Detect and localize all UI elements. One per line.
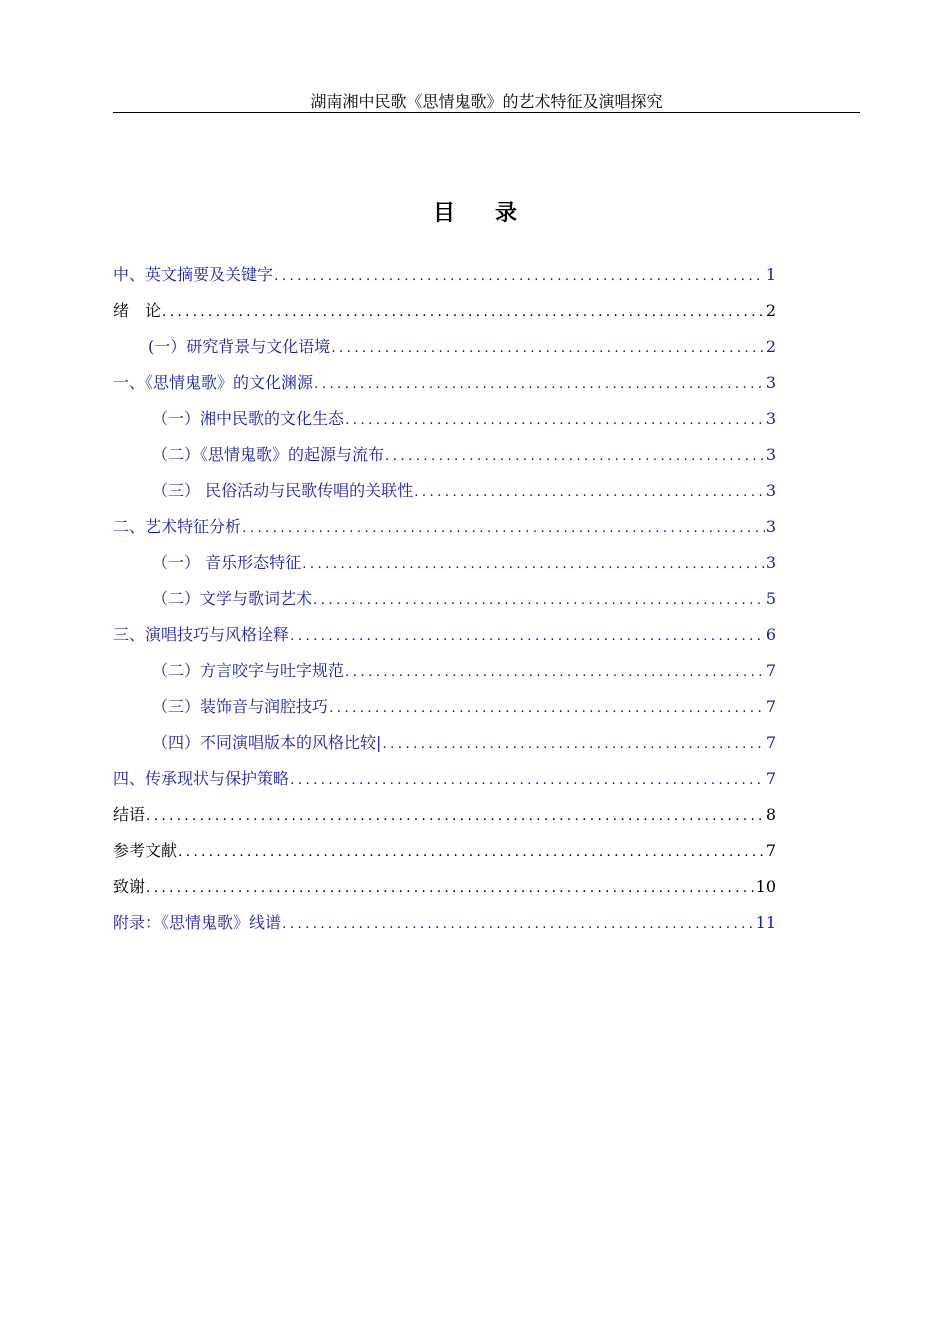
toc-dot-leader [329,690,765,726]
toc-entry-label: 附录：《思情鬼歌》线谱 [113,913,282,932]
toc-entry[interactable] [113,329,776,365]
toc-dot-leader [162,294,765,330]
toc-entry-page: 3 [765,553,776,572]
toc-title: 目录 [432,200,557,226]
toc-dot-leader [345,402,765,438]
toc-entry[interactable] [113,905,776,941]
toc-entry-label: （一）湘中民歌的文化生态 [152,409,345,428]
toc-entry[interactable] [113,617,776,653]
toc-entry-page: 3 [765,409,776,428]
toc-dot-leader [345,654,765,690]
toc-dot-leader [385,438,765,474]
toc-entry[interactable] [113,293,776,329]
toc-entry[interactable] [113,581,776,617]
toc-entry-label: 中、英文摘要及关键字 [113,265,274,284]
toc-entry-page: 7 [765,661,776,680]
toc-entry-page: 2 [765,301,776,320]
toc-dot-leader [274,258,765,294]
running-header: 湖南湘中民歌《思情鬼歌》的艺术特征及演唱探究 [310,92,663,111]
toc-entry-label: 四、传承现状与保护策略 [113,769,290,788]
toc-entry[interactable] [113,365,776,401]
toc-entry-label: （四）不同演唱版本的风格比较| [152,733,382,752]
toc-entry-page: 8 [765,805,776,824]
toc-entry[interactable] [113,869,776,905]
toc-entry[interactable] [113,797,776,833]
toc-entry-label: 三、演唱技巧与风格诠释 [113,625,290,644]
toc-entry[interactable] [113,401,776,437]
toc-entry-label: 一、《思情鬼歌》的文化渊源 [113,373,314,392]
toc-dot-leader [314,366,765,402]
toc-entry-page: 3 [765,445,776,464]
toc-entry-page: 7 [765,697,776,716]
toc-list [113,257,776,941]
toc-entry-page: 6 [765,625,776,644]
toc-entry[interactable] [113,689,776,725]
toc-dot-leader [313,582,765,618]
toc-entry-page: 3 [765,517,776,536]
toc-entry[interactable] [113,653,776,689]
toc-entry-page: 7 [765,841,776,860]
toc-entry[interactable] [113,509,776,545]
toc-entry-page: 11 [755,913,776,932]
toc-entry-page: 3 [765,481,776,500]
toc-entry-page: 10 [755,877,776,896]
toc-entry-label: 结语 [113,805,146,824]
toc-entry-label: (一）研究背景与文化语境 [148,337,331,356]
toc-dot-leader [331,330,765,366]
toc-entry-page: 5 [765,589,776,608]
toc-entry[interactable] [113,833,776,869]
toc-entry-label: （二）方言咬字与吐字规范 [152,661,345,680]
toc-dot-leader [178,834,765,870]
toc-entry-page: 2 [765,337,776,356]
toc-entry-label: （一） 音乐形态特征 [152,553,302,572]
toc-dot-leader [414,474,765,510]
toc-dot-leader [302,546,765,582]
toc-dot-leader [290,618,765,654]
toc-entry-label: （二）《思情鬼歌》的起源与流布 [152,445,385,464]
toc-entry-label: 参考文献 [113,841,178,860]
toc-dot-leader [242,510,765,546]
toc-entry[interactable] [113,725,776,761]
toc-dot-leader [382,726,764,762]
toc-entry-label: （三） 民俗活动与民歌传唱的关联性 [152,481,414,500]
toc-entry[interactable] [113,545,776,581]
toc-entry-label: 二、艺术特征分析 [113,517,242,536]
toc-entry[interactable] [113,761,776,797]
toc-entry[interactable] [113,473,776,509]
toc-entry-label: 致谢 [113,877,146,896]
toc-entry[interactable] [113,257,776,293]
toc-entry-label: （二）文学与歌词艺术 [152,589,313,608]
toc-dot-leader [290,762,765,798]
toc-entry-page: 1 [765,265,776,284]
toc-entry-page: 3 [765,373,776,392]
toc-entry-page: 7 [765,769,776,788]
toc-dot-leader [282,906,755,942]
toc-entry-label: 绪 论 [113,301,162,320]
toc-dot-leader [146,870,755,906]
toc-entry-label: （三）装饰音与润腔技巧 [152,697,329,716]
toc-entry-page: 7 [765,733,776,752]
toc-dot-leader [146,798,765,834]
toc-entry[interactable] [113,437,776,473]
header-rule [113,112,860,113]
